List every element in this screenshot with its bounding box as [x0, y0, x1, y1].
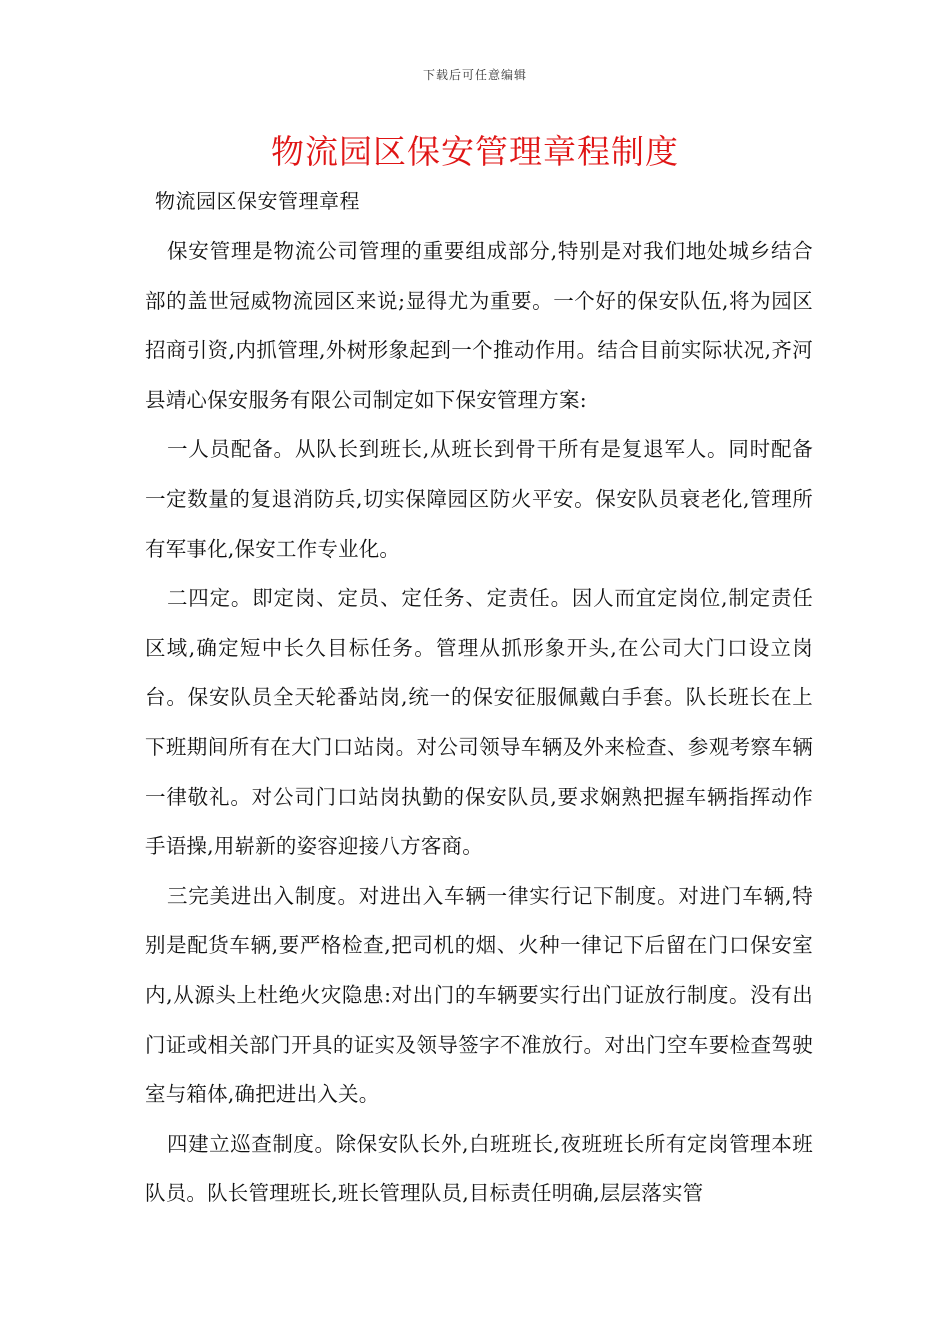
paragraph-four-fixed: 二四定。即定岗、定员、定任务、定责任。因人而宜定岗位,制定责任区域,确定短中长久目标任务。管理从抓形象开头,在公司大门口设立岗台。保安队员全天轮番站岗,统一的保安征服佩戴白手套。队长班长在上下班期间所有在大门口站岗。对公司领导车辆及外来检查、参观考察车辆一律敬礼。对公司门口站岗执勤的保安队员,要求娴熟把握车辆指挥动作手语操,用崭新的姿容迎接八方客商。	[145, 586, 813, 859]
document-title: 物流园区保安管理章程制度	[271, 132, 679, 171]
paragraph-intro: 保安管理是物流公司管理的重要组成部分,特别是对我们地处城乡结合部的盖世冠威物流园区来说;显得尤为重要。一个好的保安队伍,将为园区招商引资,内抓管理,外树形象起到一个推动作用。结合目前实际状况,齐河县靖心保安服务有限公司制定如下保安管理方案:	[145, 239, 813, 412]
header-note: 下载后可任意编辑	[422, 68, 527, 82]
paragraph-patrol: 四建立巡查制度。除保安队长外,白班班长,夜班班长所有定岗管理本班队员。队长管理班长,班长管理队员,目标责任明确,层层落实管	[145, 1131, 813, 1206]
paragraph-entry-exit: 三完美进出入制度。对进出入车辆一律实行记下制度。对进门车辆,特别是配货车辆,要严格检查,把司机的烟、火种一律记下后留在门口保安室内,从源头上杜绝火灾隐患:对出门的车辆要实行出门证放行制度。没有出门证或相关部门开具的证实及领导签字不准放行。对出门空车要检查驾驶室与箱体,确把进出入关。	[145, 883, 813, 1107]
paragraph-staffing: 一人员配备。从队长到班长,从班长到骨干所有是复退军人。同时配备一定数量的复退消防兵,切实保障园区防火平安。保安队员衰老化,管理所有军事化,保安工作专业化。	[145, 437, 813, 561]
document-subtitle: 物流园区保安管理章程	[155, 189, 360, 213]
document-body	[145, 227, 813, 1219]
